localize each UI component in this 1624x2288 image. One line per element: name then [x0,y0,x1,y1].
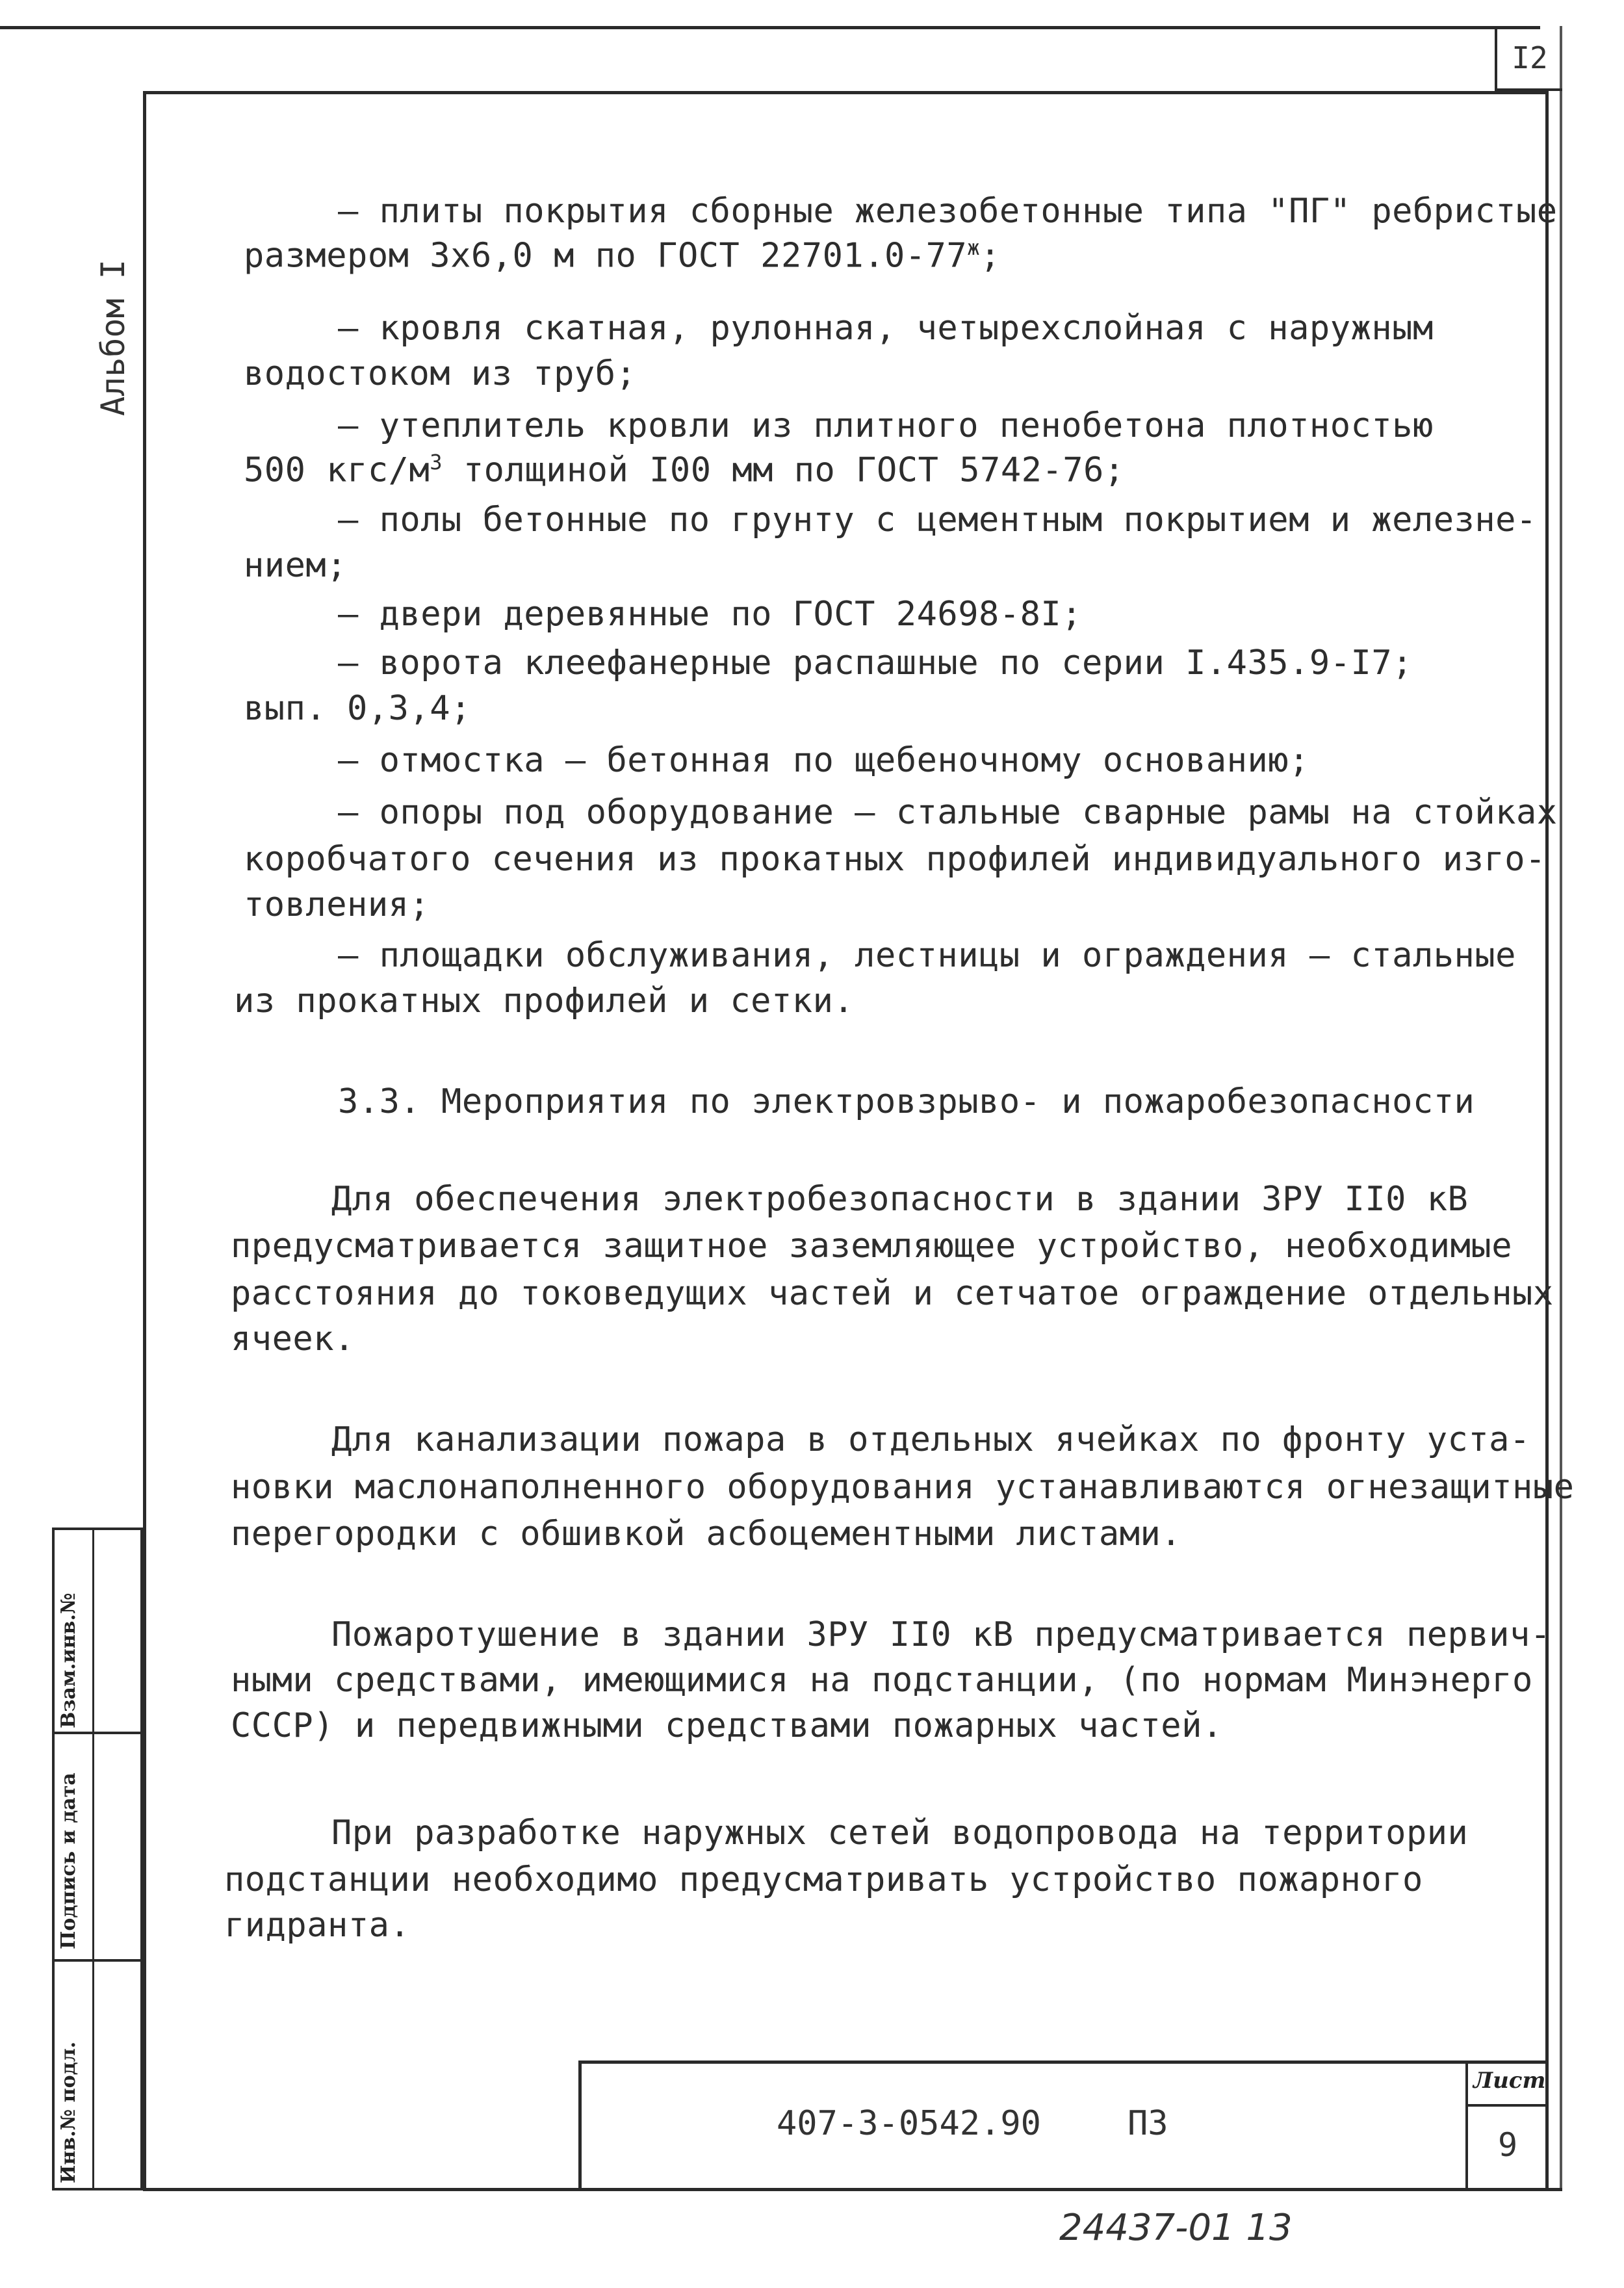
text-line: Для канализации пожара в отдельных ячейках по фронту уста- [331,1420,1530,1459]
side-stamp-signature-date: Подпись и дата [57,1773,80,1949]
side-stamp-replacement-inv: Взам.инв.№ [57,1592,80,1728]
side-stamp-row-divider [55,1732,140,1734]
text-line: СССР) и передвижными средствами пожарных частей. [231,1706,1223,1745]
text-line: – опоры под оборудование – стальные сварные рамы на стойках [338,793,1558,832]
text-line: Для обеспечения электробезопасности в здании ЗРУ II0 кВ [331,1180,1469,1219]
text-line: гидранта. [224,1906,411,1945]
text-line: – утеплитель кровли из плитного пенобетона плотностью [338,406,1434,445]
text-line: – полы бетонные по грунту с цементным покрытием и железне- [338,500,1537,540]
top-rule [0,26,1540,29]
text-line: вып. 0,3,4; [244,689,471,728]
text-line: ными средствами, имеющимися на подстанции, (по нормам Минэнерго [231,1661,1533,1700]
text-line: нием; [244,546,348,585]
text-line: расстояния до токоведущих частей и сетчатое ограждение отдельных [231,1274,1554,1313]
text-line: – кровля скатная, рулонная, четырехслойная с наружным [338,309,1434,348]
text-line: – плиты покрытия сборные железобетонные типа "ПГ" ребристые [338,192,1558,231]
text-line: товления; [244,885,430,924]
document-type: ПЗ [1128,2104,1168,2143]
side-stamp-column-divider [92,1530,94,2188]
text-line: водостоком из труб; [244,354,637,393]
text-line: – ворота клеефанерные распашные по серии I.435.9-I7; [338,644,1413,682]
side-stamp-original-inv: Инв.№ подл. [57,2041,80,2183]
frame-top-border [143,91,1547,94]
archive-number: 24437-01 13 [1059,2207,1293,2249]
text-line: 500 кгс/$м^3$ толщиной I00 мм по ГОСТ 5742-76; [244,450,1125,490]
text-line: При разработке наружных сетей водопровода на территории [331,1814,1469,1852]
text-line: новки маслонаполненного оборудования устанавливаются огнезащитные [231,1468,1575,1507]
text-line: подстанции необходимо предусматривать устройство пожарного [224,1860,1423,1899]
text-line: из прокатных профилей и сетки. [234,982,855,1020]
section-heading: 3.3. Мероприятия по электровзрыво- и пожаробезопасности [338,1082,1475,1121]
document-code: 407-3-0542.90 [777,2104,1041,2143]
text-line: – площадки обслуживания, лестницы и ограждения – стальные [338,936,1516,975]
title-block-sheet-divider [1465,2104,1549,2107]
frame-right-outer-border [1560,26,1562,2190]
side-stamp-row-divider [55,1959,140,1962]
text-line: размером 3х6,0 м по ГОСТ $22701.0-77^ж$; [244,235,1001,276]
text-line: Пожаротушение в здании ЗРУ II0 кВ предусматривается первич- [331,1615,1551,1654]
cube-superscript: 3 [430,450,443,474]
title-block-divider [1465,2064,1468,2189]
text-line: – отмостка – бетонная по щебеночному основанию; [338,741,1309,780]
page-number: I2 [1512,40,1548,75]
album-label: Альбом I [94,259,132,416]
text-line: – двери деревянные по ГОСТ 24698-8I; [338,595,1083,634]
frame-left-border [143,91,146,2190]
side-stamp-table [52,1528,143,2190]
text-line: ячеек. [231,1320,355,1358]
text-line: предусматривается защитное заземляющее устройство, необходимые [231,1227,1513,1266]
title-block [578,2060,1545,2189]
gost-superscript: ж [967,235,980,260]
sheet-label: Лист [1473,2068,1546,2094]
text-line: перегородки с обшивкой асбоцементными листами. [231,1514,1182,1554]
frame-right-border [1545,91,1549,2190]
page-number-box [1495,26,1562,91]
text-line: коробчатого сечения из прокатных профилей индивидуального изго- [244,840,1546,879]
sheet-number: 9 [1498,2126,1518,2164]
